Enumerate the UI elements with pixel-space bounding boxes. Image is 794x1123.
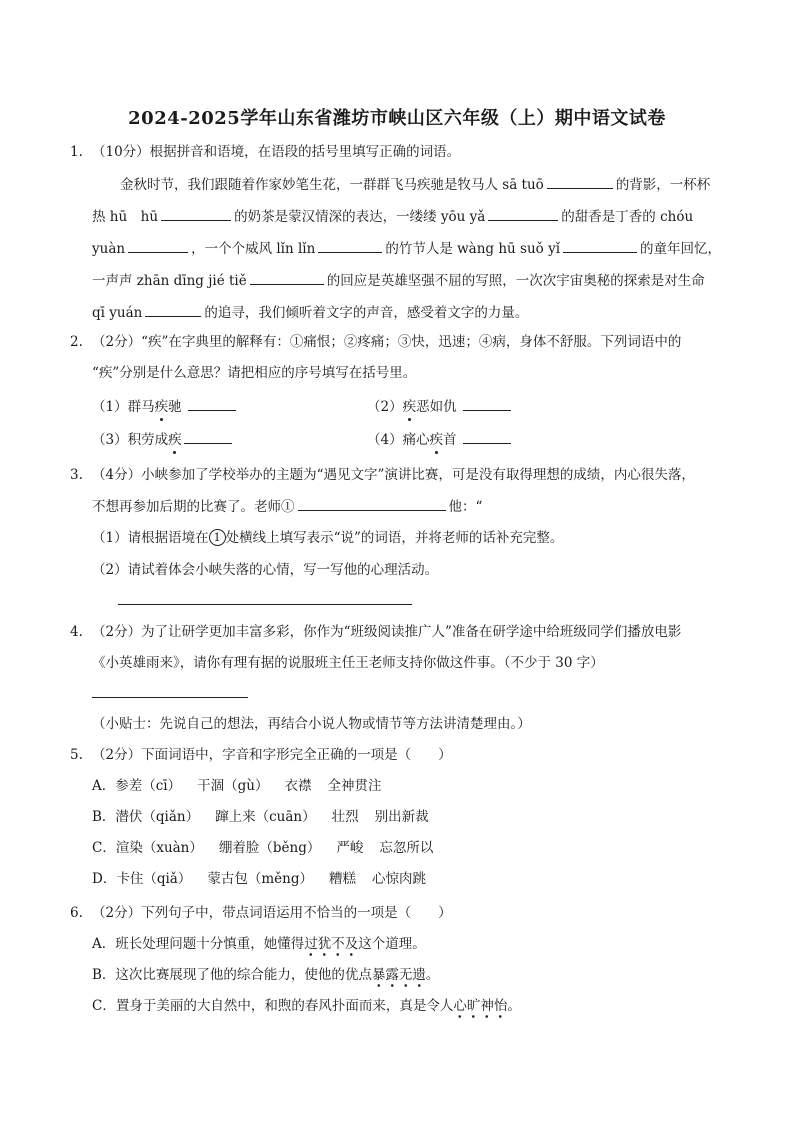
question-3-stem-cont: 不想再参加后期的比赛了。老师① 他：“ (92, 496, 482, 517)
question-2-stem: 2. （2分）“疾”在字典里的解释有：①痛恨；②疼痛；③快，迅速；④病，身体不舒服。下列词语中的 (70, 334, 682, 350)
q1-passage-line-2: 热 hū hū 的奶茶是蒙汉情深的表达，一缕缕 yōu yǎ 的甜香是丁香的 chóu (92, 206, 693, 227)
question-5-stem: 5. （2分）下面词语中，字音和字形完全正确的一项是（ ） (70, 747, 452, 763)
answer-line[interactable] (92, 697, 248, 698)
question-number: 4. (70, 624, 83, 640)
question-4-stem: 4. （2分）为了让研学更加丰富多彩，你作为“班级阅读推广人”准备在研学途中给班级同学们播放电影 (70, 624, 682, 640)
question-number: 6. (70, 905, 83, 921)
answer-blank[interactable] (188, 396, 236, 411)
q1-passage-line-3: yuàn ，一个个威风 lǐn lǐn 的竹节人是 wàng hū suǒ yǐ 的童年回忆， (92, 238, 721, 259)
q3-sub-1: （1）请根据语境在 1 处横线上填写表示“说”的词语，并将老师的话补充完整。 (92, 530, 564, 546)
answer-blank[interactable] (161, 206, 231, 221)
answer-blank[interactable] (318, 238, 382, 253)
q6-option-c[interactable]: C．置身于美丽的大自然中，和煦的春风扑面而来，真是令人心旷神怡。 (92, 996, 521, 1016)
question-3-stem: 3. （4分）小峡参加了学校举办的主题为“遇见文字”演讲比赛，可是没有取得理想的成绩，内心很失落， (70, 467, 695, 483)
q6-option-b[interactable]: B．这次比赛展现了他的综合能力，使他的优点暴露无遗。 (92, 965, 439, 985)
question-number: 2. (70, 334, 83, 350)
dotted-word: 暴露无遗 (372, 967, 426, 988)
answer-blank[interactable] (563, 238, 637, 253)
q2-item-4: （4）痛心疾首 (367, 429, 514, 450)
question-number: 3. (70, 467, 83, 483)
answer-blank[interactable] (298, 496, 446, 511)
q3-sub-2: （2）请试着体会小峡失落的心情，写一写他的心理活动。 (92, 562, 439, 578)
q2-item-2: （2）疾恶如仇 (367, 396, 514, 417)
question-4-stem-cont: 《小英雄雨来》，请你有理有据的说服班主任王老师支持你做这件事。（不少于 30 字） (92, 655, 604, 671)
question-2-stem-cont: “疾”分别是什么意思？请把相应的序号填写在括号里。 (92, 365, 417, 381)
dotted-word: 过犹不及 (304, 936, 358, 957)
q1-passage-line-1: 金秋时节，我们跟随着作家妙笔生花，一群群飞马疾驰是牧马人 sā tuō 的背影，一杯杯 (120, 174, 710, 195)
dotted-word: 心旷神怡 (453, 998, 507, 1019)
question-1-stem: 1. （10分）根据拼音和语境，在语段的括号里填写正确的词语。 (70, 144, 461, 160)
answer-blank[interactable] (463, 429, 511, 444)
q4-tip: （小贴士：先说自己的想法，再结合小说人物或情节等方法讲清楚理由。） (92, 716, 531, 732)
q1-passage-line-5: qī yuán 的追寻，我们倾听着文字的声音，感受着文字的力量。 (92, 302, 528, 323)
q6-option-a[interactable]: A．班长处理问题十分慎重，她懂得过犹不及这个道理。 (92, 934, 426, 954)
q5-option-d[interactable]: D．卡住（qiǎ） 蒙古包（měng） 糟糕 心惊肉跳 (92, 871, 426, 887)
answer-blank[interactable] (128, 238, 188, 253)
question-number: 1. (70, 144, 83, 160)
exam-title: 2024-2025学年山东省潍坊市峡山区六年级（上）期中语文试卷 (128, 108, 666, 129)
q5-option-b[interactable]: B．潜伏（qiǎn） 蹿上来（cuān） 壮烈 别出新裁 (92, 809, 429, 825)
q2-item-1: （1）群马疾驰 (92, 396, 239, 417)
answer-blank[interactable] (547, 174, 613, 189)
q2-item-3: （3）积劳成疾 (92, 429, 235, 450)
q5-option-a[interactable]: A．参差（cī） 干涸（gù） 衣襟 全神贯注 (92, 778, 382, 794)
q1-passage-line-4: 一声声 zhān dīng jié tiě 的回应是英雄坚强不屈的写照，一次次宇宙奥秘的探索是对生命 (92, 270, 705, 291)
question-6-stem: 6. （2分）下列句子中，带点词语运用不恰当的一项是（ ） (70, 905, 452, 921)
q5-option-c[interactable]: C．渲染（xuàn） 绷着脸（běng） 严峻 忘忽所以 (92, 840, 434, 856)
answer-line[interactable] (118, 604, 412, 605)
answer-blank[interactable] (145, 302, 201, 317)
circled-number: 1 (209, 529, 226, 546)
answer-blank[interactable] (463, 396, 511, 411)
answer-blank[interactable] (250, 270, 324, 285)
answer-blank[interactable] (184, 429, 232, 444)
answer-blank[interactable] (488, 206, 558, 221)
question-number: 5. (70, 747, 83, 763)
